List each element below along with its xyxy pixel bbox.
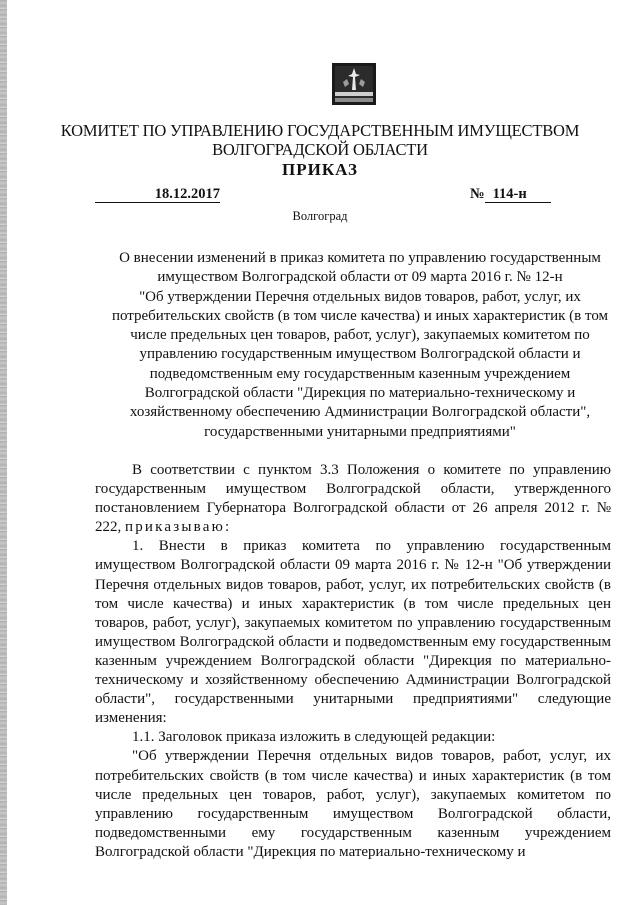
paragraph-item-1: 1. Внести в приказ комитета по управлению государственным имуществом Волгоградской области 09 марта 2016 г. № 12-н "Об утверждении Перечня отдельных видов товаров, работ, услуг, их потребительских свойств (в том числе качества) и иных характеристик (в том числе предельных цен товаров, работ, услуг), закупаемых комитетом по управлению государственным имуществом Волгоградской области и подведомственным ему государственным казенным учреждением Волгоградской области "Дирекция по материально-техническому и хозяйственному обеспечению Администрации Волгоградской области", государственными унитарными предприятиями" следующие изменения: [95, 538, 611, 727]
paragraph-item-1-1: 1.1. Заголовок приказа изложить в следующей редакции: [132, 729, 496, 746]
organization-name-line1: КОМИТЕТ ПО УПРАВЛЕНИЮ ГОСУДАРСТВЕННЫМ ИМУЩЕСТВОМ [60, 121, 580, 140]
order-word: приказываю: [125, 519, 232, 536]
document-number [470, 186, 551, 203]
document-title [95, 249, 625, 442]
title-line: потребительских свойств (в том числе качества) и иных характеристик (в том [111, 307, 609, 324]
volgograd-coat-of-arms-icon [331, 62, 377, 106]
organization-name-line2: ВОЛГОГРАДСКОЙ ОБЛАСТИ [212, 140, 428, 159]
intro-text: В соответствии с пунктом 3.3 Положения о комитете по управлению государственным имуществом Волгоградской области, утвержденного постановлением Губернатора Волгоградской области от 26 апреля 2012 г. № 222, [95, 462, 611, 536]
title-line: "Об утверждении Перечня отдельных видов товаров, работ, услуг, их [139, 288, 581, 305]
title-line: государственными унитарными предприятиями" [204, 423, 516, 440]
title-line: хозяйственному обеспечению Администрации Волгоградской области", [129, 404, 591, 421]
title-line: подведомственным ему государственным казенным учреждением [149, 365, 571, 382]
title-line: имуществом Волгоградской области от 09 марта 2016 г. № 12-н [157, 269, 563, 286]
paragraph-quote: "Об утверждении Перечня отдельных видов товаров, работ, услуг, их потребительских свойств (в том числе качества) и иных характеристик (в том числе предельных цен товаров, работ, услуг), закупаемых комитетом по управлению государственным имуществом Волгоградской области, подведомственными ему государственным казенным учреждением Волгоградской области "Дирекция по материально-техническому и [95, 748, 611, 860]
title-line: Волгоградской области "Дирекция по материально-техническому и [144, 385, 576, 402]
document-type: ПРИКАЗ [282, 160, 358, 179]
document-date: 18.12.2017 [95, 186, 220, 203]
document-city: Волгоград [292, 209, 348, 223]
title-line: числе предельных цен товаров, работ, услуг), закупаемых комитетом по [130, 327, 590, 344]
document-body [95, 461, 611, 862]
title-line: управлению государственным имуществом Волгоградской области и [139, 346, 581, 363]
number-prefix: № [470, 186, 485, 202]
number-value: 114-н [485, 186, 551, 203]
title-line: О внесении изменений в приказ комитета по управлению государственным [119, 250, 601, 266]
paragraph-intro [95, 461, 611, 537]
